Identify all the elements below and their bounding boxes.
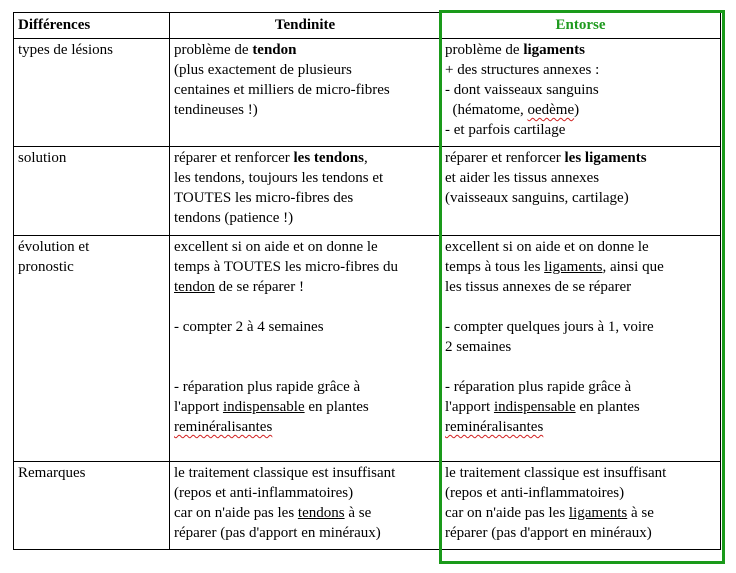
text-fragment: problème de	[174, 42, 253, 58]
text-fragment: - compter quelques jours à 1, voire	[445, 319, 654, 335]
text-line	[445, 417, 716, 437]
text-fragment: )	[574, 102, 580, 118]
cell-lesions-entorse	[441, 39, 721, 147]
text-line	[445, 148, 716, 168]
text-fragment: en plantes	[575, 399, 640, 415]
row-lesions	[14, 39, 721, 147]
text-fragment: ligaments	[568, 505, 628, 521]
text-line	[174, 503, 436, 523]
text-fragment: réparer et renforcer	[174, 150, 294, 166]
cell-remarques-entorse	[441, 462, 721, 550]
header-differences: Différences	[14, 13, 170, 39]
text-fragment: 2 semaines	[445, 339, 512, 355]
text-fragment: (plus exactement de plusieurs	[174, 62, 352, 78]
text-fragment: à se	[627, 505, 654, 521]
text-fragment: excellent si on aide et on donne le	[174, 239, 378, 255]
text-fragment: les ligaments	[564, 150, 647, 166]
label-evolution	[14, 236, 170, 462]
text-line	[445, 503, 716, 523]
cell-solution-tendinite	[170, 147, 441, 236]
text-fragment: - et parfois cartilage	[445, 122, 566, 138]
text-fragment: - dont vaisseaux sanguins	[445, 82, 599, 98]
row-evolution	[14, 236, 721, 462]
text-fragment: excellent si on aide et on donne le	[445, 239, 649, 255]
text-fragment: de se réparer !	[214, 279, 304, 295]
row-solution	[14, 147, 721, 236]
label-lesions	[14, 39, 170, 147]
text-fragment: (repos et anti-inflammatoires)	[445, 485, 625, 501]
text-fragment: (hématome,	[452, 102, 528, 118]
text-fragment: tendineuses !)	[174, 102, 258, 118]
header-tendinite: Tendinite	[170, 13, 441, 39]
header-row	[14, 13, 721, 39]
text-line	[445, 100, 716, 120]
text-fragment: le traitement classique est insuffisant	[174, 465, 396, 481]
text-fragment: l'apport	[174, 399, 223, 415]
text-fragment: tendon	[174, 279, 215, 295]
text-line	[174, 40, 436, 60]
text-fragment: Remarques	[18, 465, 86, 481]
text-fragment: et aider les tissus annexes	[445, 170, 600, 186]
text-line	[445, 397, 716, 417]
text-line	[174, 397, 436, 417]
cell-lesions-tendinite	[170, 39, 441, 147]
text-fragment: types de lésions	[18, 42, 113, 58]
text-fragment: (vaisseaux sanguins, cartilage)	[445, 190, 629, 206]
row-remarques	[14, 462, 721, 550]
text-fragment: - réparation plus rapide grâce à	[445, 379, 632, 395]
text-fragment: TOUTES les micro-fibres des	[174, 190, 354, 206]
text-fragment: temps à TOUTES les micro-fibres du	[174, 259, 398, 275]
comparison-table	[13, 12, 721, 550]
text-fragment: - réparation plus rapide grâce à	[174, 379, 361, 395]
text-fragment: tendons (patience !)	[174, 210, 294, 226]
text-fragment: tendons	[297, 505, 345, 521]
cell-evolution-entorse	[441, 236, 721, 462]
text-fragment: car on n'aide pas les	[174, 505, 298, 521]
text-fragment: temps à tous les	[445, 259, 545, 275]
text-fragment: + des structures annexes :	[445, 62, 600, 78]
cell-evolution-tendinite	[170, 236, 441, 462]
text-fragment: ,	[363, 150, 368, 166]
cell-solution-entorse	[441, 147, 721, 236]
text-fragment: réparer et renforcer	[445, 150, 565, 166]
text-fragment: , ainsi que	[602, 259, 664, 275]
text-fragment: (repos et anti-inflammatoires)	[174, 485, 354, 501]
text-fragment: évolution et	[18, 239, 90, 255]
text-fragment: en plantes	[304, 399, 369, 415]
spellcheck-word: reminéralisantes	[445, 419, 544, 435]
text-line	[174, 277, 436, 297]
text-fragment: ligaments	[544, 259, 603, 275]
text-fragment: centaines et milliers de micro-fibres	[174, 82, 390, 98]
text-line	[174, 417, 436, 437]
text-fragment: l'apport	[445, 399, 494, 415]
header-entorse: Entorse	[441, 13, 721, 39]
text-fragment: indispensable	[222, 399, 305, 415]
text-fragment: problème de	[445, 42, 524, 58]
text-fragment: car on n'aide pas les	[445, 505, 569, 521]
text-fragment: à se	[344, 505, 372, 521]
text-fragment: les tendons, toujours les tendons et	[174, 170, 384, 186]
text-fragment: les tendons	[293, 150, 364, 166]
spellcheck-word: reminéralisantes	[174, 419, 273, 435]
text-fragment: indispensable	[493, 399, 576, 415]
text-fragment: tendon	[252, 42, 297, 58]
label-remarques	[14, 462, 170, 550]
text-line	[174, 148, 436, 168]
text-fragment: pronostic	[18, 259, 74, 275]
text-fragment: ligaments	[523, 42, 585, 58]
text-fragment: le traitement classique est insuffisant	[445, 465, 667, 481]
text-line	[445, 257, 716, 277]
label-solution	[14, 147, 170, 236]
text-fragment: les tissus annexes de se réparer	[445, 279, 632, 295]
text-fragment: solution	[18, 150, 67, 166]
text-fragment: - compter 2 à 4 semaines	[174, 319, 324, 335]
text-line	[445, 40, 716, 60]
text-fragment: réparer (pas d'apport en minéraux)	[445, 525, 652, 541]
spellcheck-word: oedème	[527, 102, 575, 118]
text-fragment: réparer (pas d'apport en minéraux)	[174, 525, 381, 541]
cell-remarques-tendinite	[170, 462, 441, 550]
